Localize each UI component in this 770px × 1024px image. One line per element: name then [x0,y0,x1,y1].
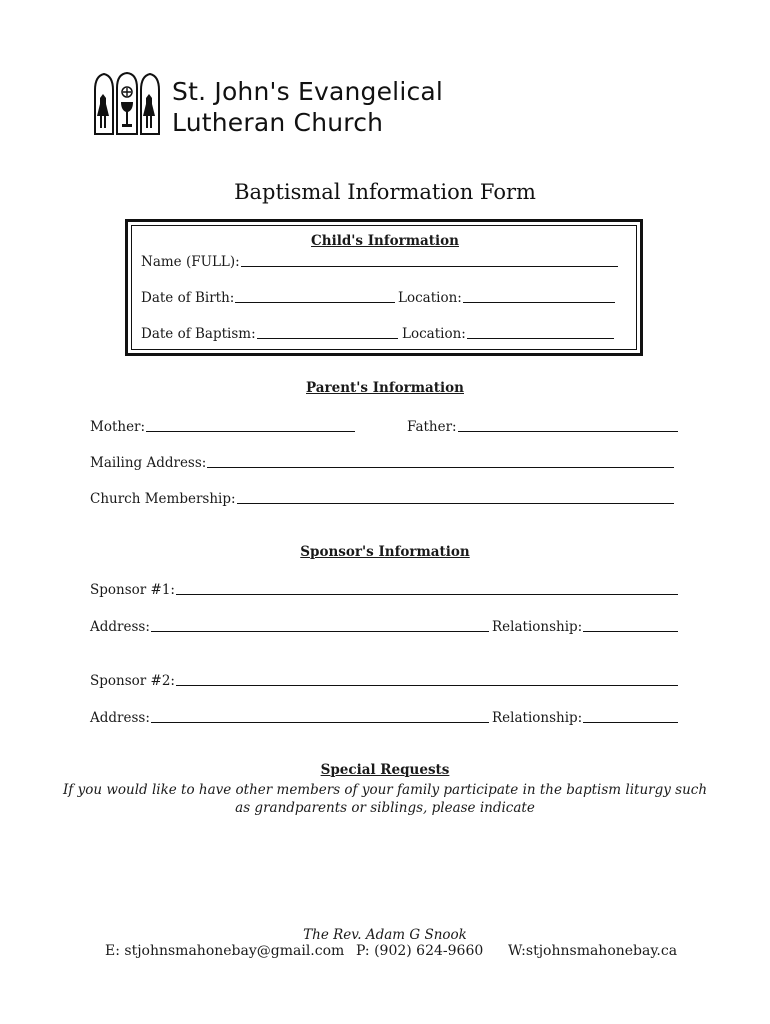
church-name-line1: St. John's Evangelical [172,77,444,106]
sponsor1-line[interactable] [176,580,678,595]
sponsor1-address-label: Address: [90,619,150,635]
child-baptism-location-line[interactable] [467,324,614,339]
church-name [172,76,443,138]
special-requests-note-line2: as grandparents or siblings, please indicate [235,800,535,816]
mailing-address-field[interactable] [90,453,674,471]
mailing-address-label: Mailing Address: [90,455,207,471]
contact-website: W:stjohnsmahonebay.ca [508,943,678,959]
child-dob-location-label: Location: [398,290,462,306]
sponsor1-relationship-label: Relationship: [492,619,583,635]
mother-label: Mother: [90,419,146,435]
sponsor1-address-line[interactable] [151,617,489,632]
father-label: Father: [407,419,457,435]
church-name-line2: Lutheran Church [172,108,384,137]
form-title: Baptismal Information Form [234,180,536,204]
sponsor1-relationship-field[interactable] [492,617,678,635]
contact-email: E: stjohnsmahonebay@gmail.com [105,943,345,959]
mailing-address-line[interactable] [207,453,674,468]
pastor-name: The Rev. Adam G Snook [303,927,467,943]
child-baptism-date-label: Date of Baptism: [141,326,256,342]
parent-info-heading: Parent's Information [306,380,464,396]
child-info-heading: Child's Information [311,233,459,249]
sponsor-info-heading: Sponsor's Information [300,544,470,560]
father-field[interactable] [407,417,678,435]
mother-line[interactable] [146,417,355,432]
special-requests-note [60,781,710,817]
sponsor1-label: Sponsor #1: [90,582,175,598]
child-dob-label: Date of Birth: [141,290,235,306]
sponsor2-address-field[interactable] [90,708,489,726]
child-name-field[interactable] [141,252,618,270]
child-dob-location-line[interactable] [463,288,615,303]
child-baptism-location-field[interactable] [402,324,614,342]
special-requests-heading: Special Requests [320,762,450,778]
child-dob-line[interactable] [235,288,395,303]
church-membership-line[interactable] [237,489,674,504]
sponsor2-relationship-field[interactable] [492,708,678,726]
child-dob-field[interactable] [141,288,395,306]
church-windows-logo-icon [93,72,161,136]
child-baptism-date-field[interactable] [141,324,398,342]
child-baptism-date-line[interactable] [257,324,398,339]
child-baptism-location-label: Location: [402,326,466,342]
sponsor2-label: Sponsor #2: [90,673,175,689]
father-line[interactable] [458,417,678,432]
child-name-line[interactable] [241,252,618,267]
mother-field[interactable] [90,417,355,435]
church-membership-label: Church Membership: [90,491,236,507]
sponsor1-field[interactable] [90,580,678,598]
sponsor2-relationship-label: Relationship: [492,710,583,726]
sponsor2-relationship-line[interactable] [583,708,678,723]
contact-phone: P: (902) 624-9660 [356,943,484,959]
sponsor2-address-label: Address: [90,710,150,726]
sponsor1-relationship-line[interactable] [583,617,678,632]
child-dob-location-field[interactable] [398,288,615,306]
church-membership-field[interactable] [90,489,674,507]
sponsor2-address-line[interactable] [151,708,489,723]
sponsor1-address-field[interactable] [90,617,489,635]
child-name-label: Name (FULL): [141,254,240,270]
special-requests-note-line1: If you would like to have other members of your family participate in the baptism liturgy such [62,782,708,798]
sponsor2-field[interactable] [90,671,678,689]
sponsor2-line[interactable] [176,671,678,686]
